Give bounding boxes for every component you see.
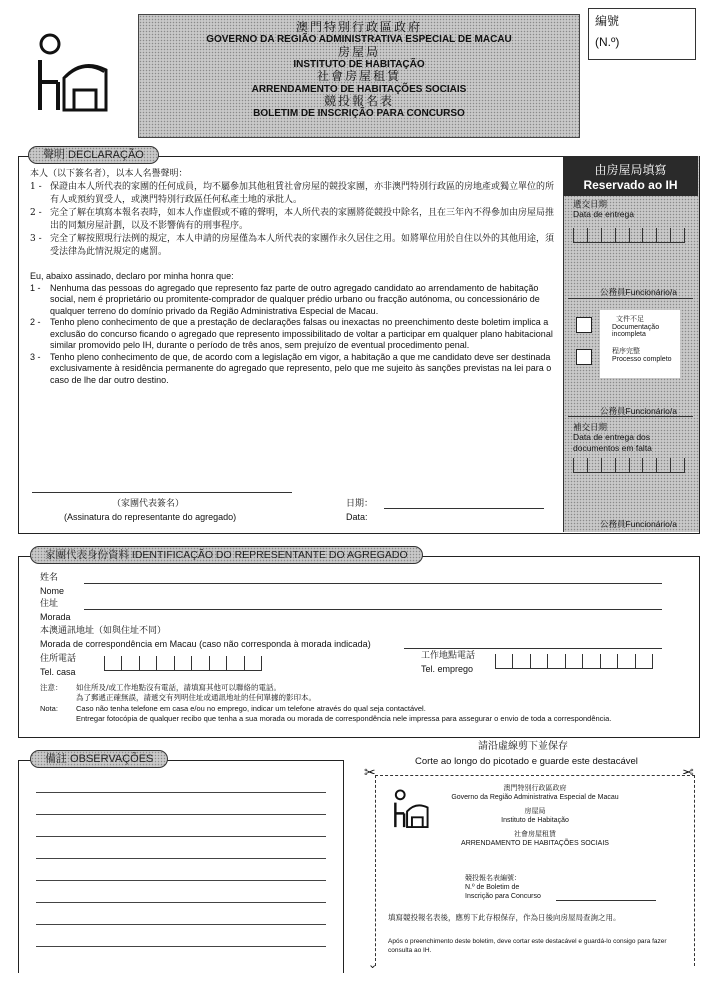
coupon-number-pt1: N.º de Boletim de (465, 884, 520, 891)
reserved-official-2: 公務員Funcionário/a (600, 406, 678, 416)
observation-line[interactable] (36, 858, 326, 859)
observation-line[interactable] (36, 836, 326, 837)
date-zh: 日期： (346, 499, 374, 509)
header-pt-institute: INSTITUTO DE HABITAÇÃO (293, 59, 425, 71)
coupon-zh-government: 澳門特別行政區政府 (503, 784, 567, 792)
date-line[interactable] (384, 508, 544, 509)
zh-item-text: 完全了解按照現行法例的規定，本人申請的房屋僅為本人所代表的家團作永久居住之用。如將單位用於自住以外的其他用途，須受法律為此情況規定的處罰。 (50, 234, 555, 257)
coupon-number-pt2: Inscrição para Concurso (465, 893, 541, 900)
zh-item-text: 完全了解在填寫本報名表時，如本人作虛假或不確的聲明，本人所代表的家團將從競投中除名，且在三年內不得參加由房屋局推出的同類房屋計劃，以及不影響倘有的刑事程序。 (50, 208, 555, 231)
reserved-delivery-date-box[interactable] (573, 228, 685, 243)
pt-item-text: Tenho pleno conhecimento de que a prestação de declarações falsas ou inexactas no preenchimento deste boletim implica a exclusão do concurso ficando o agregado que represento impossibilitado de voltar a participar em qualquer plano habitacional similar promovido pelo IH, durante o período de três anos, sem prejuízo de eventual procedimento penal. (50, 317, 553, 350)
zh-item-2 (30, 207, 555, 233)
coupon-pt-institute: Instituto de Habitação (501, 817, 569, 824)
correspondence-pt: Morada de correspondência em Macau (caso não corresponda à morada indicada) (40, 639, 371, 649)
zh-item-number: 2 - (30, 208, 42, 218)
name-zh: 姓名 (40, 573, 59, 583)
incomplete-zh: 文件不足 (616, 315, 644, 323)
name-pt: Nome (40, 586, 65, 596)
observation-line[interactable] (36, 946, 326, 947)
zh-item-number: 3 - (30, 234, 42, 244)
complete-checkbox[interactable] (576, 349, 592, 365)
scissors-icon: ✂ (364, 764, 376, 780)
header-pt-government: GOVERNO DA REGIÃO ADMINISTRATIVA ESPECIAL DE MACAU (206, 34, 512, 46)
observation-line[interactable] (36, 814, 326, 815)
coupon-header (440, 784, 630, 848)
coupon-number-label (465, 874, 541, 901)
coupon-logo (388, 788, 432, 830)
coupon-number-field[interactable] (556, 900, 656, 901)
note-zh-line1: 如住所及/或工作地點沒有電話，請填寫其他可以聯絡的電話。 (76, 683, 282, 692)
number-pt: (N.º) (595, 35, 620, 49)
down-arrow-icon: ⌄ (368, 959, 378, 971)
header-zh-institute: 房屋局 (337, 44, 380, 59)
reserved-delivery-zh: 遞交日期 (573, 200, 608, 210)
note-zh (40, 683, 650, 703)
complete-pt: Processo completo (612, 356, 672, 363)
home-phone-pt: Tel. casa (40, 667, 76, 677)
pt-item-text: Nenhuma das pessoas do agregado que represento faz parte de outro agregado candidato ao arrendamento de habitação social, nem é proprietário ou promitente-comprador de qualquer prédio urbano ou fracção autónoma, ou concessionário de qualquer terreno do domínio privado da Região Administrativa Especial de Macau. (50, 282, 540, 316)
zh-item-1 (30, 181, 555, 207)
observation-line[interactable] (36, 902, 326, 903)
reserved-missing-pt2: documentos em falta (573, 443, 652, 453)
coupon-after-zh: 填寫競投報名表後，應剪下此存根保存，作為日後向房屋局查詢之用。 (388, 913, 621, 922)
coupon-zh-institute: 房屋局 (524, 807, 546, 815)
signature-zh: （家團代表簽名） (112, 499, 185, 509)
number-zh: 編號 (595, 14, 620, 28)
pt-item-number: 1 - (30, 282, 41, 293)
pt-item-1 (30, 283, 555, 318)
reserved-header (563, 156, 698, 196)
zh-item-text: 保證由本人所代表的家團的任何成員，均不屬參加其他租賃社會房屋的競投家團，亦非澳門特別行政區的房地產或獨立單位的所有人或預約買受人，或澳門特別行政區任何私產土地的承批人。 (50, 182, 555, 205)
note-zh-line2: 為了郵遞正確無誤，請遞交有列明住址或通訊地址的任何單據的影印本。 (76, 693, 316, 702)
cut-instruction-pt: Corte ao longo do picotado e guarde este destacável (415, 756, 638, 767)
reserved-official-1: 公務員Funcionário/a (600, 287, 678, 297)
address-pt: Morada (40, 612, 71, 622)
form-number-box[interactable] (588, 8, 696, 60)
note-pt-label: Nota: (40, 704, 58, 713)
incomplete-pt2: incompleta (612, 331, 646, 338)
home-phone-field[interactable] (104, 656, 262, 671)
reserved-missing-date-box[interactable] (573, 458, 685, 473)
header-zh-form: 競投報名表 (323, 93, 394, 108)
declaration-body (30, 168, 555, 386)
note-pt (40, 704, 650, 723)
observations-title: 備註 OBSERVAÇÕES (30, 750, 168, 768)
zh-item-number: 1 - (30, 182, 42, 192)
coupon-pt-rental: ARRENDAMENTO DE HABITAÇÕES SOCIAIS (461, 840, 609, 847)
header-pt-form: BOLETIM DE INSCRIÇÃO PARA CONCURSO (253, 108, 465, 120)
reserved-divider-2 (568, 416, 693, 417)
ih-logo (30, 30, 110, 116)
pt-item-number: 2 - (30, 317, 41, 327)
header-zh-rental: 社會房屋租賃 (316, 69, 401, 84)
header-zh-government: 澳門特別行政區政府 (295, 20, 422, 34)
incomplete-checkbox[interactable] (576, 317, 592, 333)
scissors-icon: ✂ (682, 764, 694, 780)
reserved-missing-zh: 補交日期 (573, 423, 608, 433)
coupon-zh-rental: 社會房屋租賃 (514, 830, 556, 838)
address-field[interactable] (84, 609, 662, 610)
coupon-after-pt: Após o preenchimento deste boletim, deve cortar este destacável e guardá-lo consigo para fazer consulta ao IH. (388, 938, 667, 954)
work-phone-pt: Tel. emprego (421, 664, 474, 674)
work-phone-zh: 工作地點電話 (421, 651, 476, 661)
zh-item-3 (30, 233, 555, 259)
pt-item-text: Tenho pleno conhecimento de que, de acordo com a legislação em vigor, a habitação a que me candidato deve ser destinada exclusivamente à residência permanente do agregado que represento, pelo que me sujeito às sanções previstas na lei para o caso de lhe dar outro destino. (50, 351, 552, 385)
reserved-delivery-pt: Data de entrega (573, 209, 634, 219)
note-pt-line1: Caso não tenha telefone em casa e/ou no emprego, indicar um telefone através do qual seja contactável. (76, 704, 426, 713)
pt-item-2 (30, 317, 555, 352)
observation-line[interactable] (36, 880, 326, 881)
name-field[interactable] (84, 583, 662, 584)
reserved-official-3: 公務員Funcionário/a (600, 519, 678, 529)
signature-pt: (Assinatura do representante do agregado) (64, 512, 237, 522)
reserved-title-zh: 由房屋局填寫 (594, 163, 667, 177)
address-zh: 住址 (40, 599, 59, 609)
note-pt-line2: Entregar fotocópia de qualquer recibo que tenha a sua morada ou morada de correspondência nele impressa para assegurar o envio de toda a correspondência. (76, 713, 612, 723)
complete-zh: 程序完整 (612, 347, 640, 355)
observation-line[interactable] (36, 792, 326, 793)
identification-title: 家團代表身份資料 IDENTIFICAÇÃO DO REPRESENTANTE DO AGREGADO (30, 546, 423, 564)
reserved-status-labels (600, 310, 680, 378)
declaration-pt-intro: Eu, abaixo assinado, declaro por minha honra que: (30, 271, 234, 281)
observation-line[interactable] (36, 924, 326, 925)
coupon-number-zh: 競投報名表編號： (465, 874, 521, 882)
reserved-divider-1 (568, 298, 693, 299)
signature-line[interactable] (32, 492, 292, 493)
form-header (138, 14, 580, 138)
pt-item-3 (30, 352, 555, 387)
note-zh-label: 注意： (40, 683, 63, 692)
reserved-missing-pt1: Data de entrega dos (573, 432, 651, 442)
date-pt: Data: (346, 512, 368, 522)
cut-instruction-zh: 請沿虛線剪下並保存 (478, 741, 568, 752)
declaration-zh-intro: 本人（以下簽名者），以本人名譽聲明： (30, 169, 188, 179)
coupon-pt-government: Governo da Região Administrativa Especial de Macau (451, 794, 619, 801)
correspondence-field[interactable] (404, 648, 662, 649)
incomplete-pt1: Documentação (612, 324, 660, 331)
work-phone-field[interactable] (495, 654, 653, 669)
reserved-title-pt: Reservado ao IH (583, 178, 678, 192)
pt-item-number: 3 - (30, 351, 41, 362)
correspondence-zh: 本澳通訊地址（如與住址不同） (40, 626, 167, 636)
home-phone-zh: 住所電話 (40, 654, 77, 664)
declaration-title: 聲明 DECLARAÇÃO (28, 146, 159, 164)
header-pt-rental: ARRENDAMENTO DE HABITAÇÕES SOCIAIS (251, 83, 467, 95)
